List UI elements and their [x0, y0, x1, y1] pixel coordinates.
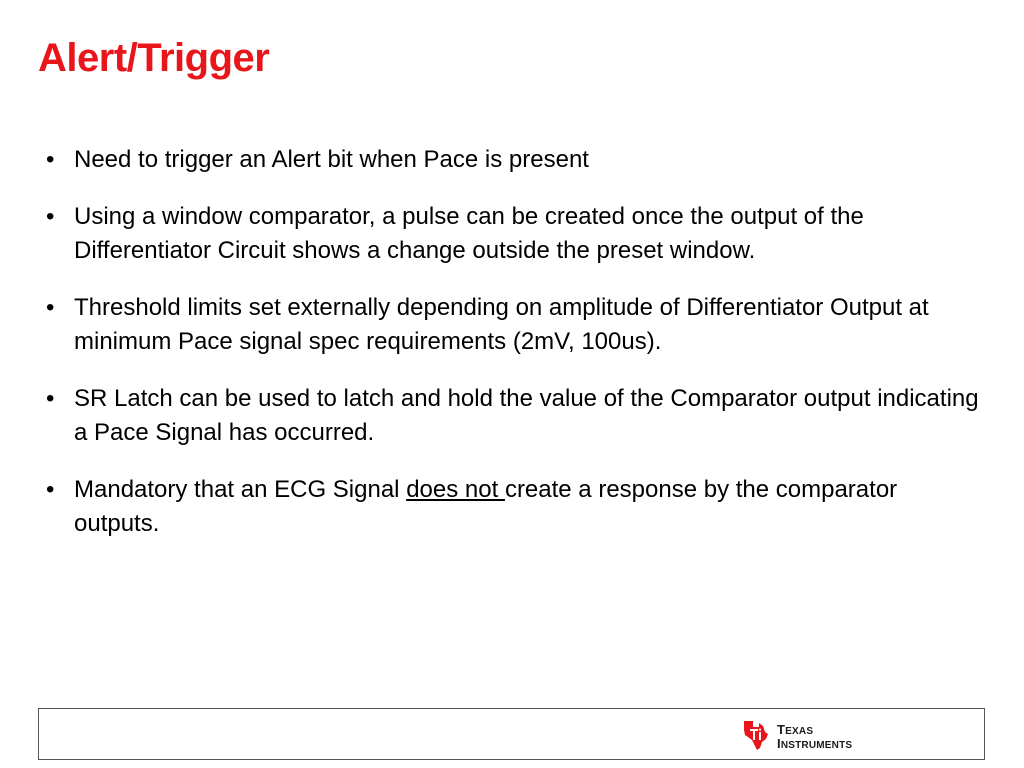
underlined-emphasis: does not — [406, 476, 505, 503]
bullet-dot-icon: • — [46, 203, 55, 230]
bullet-item — [46, 200, 986, 268]
bullet-item — [46, 143, 986, 177]
bullet-text: Using a window comparator, a pulse can be created once the output of the Differentiator Circuit shows a change outside the preset window. — [74, 203, 864, 264]
texas-instruments-wordmark — [777, 724, 852, 752]
texas-instruments-logo — [741, 718, 871, 752]
bullet-item — [46, 473, 986, 541]
bullet-dot-icon: • — [46, 476, 55, 503]
bullet-text: Threshold limits set externally depending on amplitude of Differentiator Output at minimum Pace signal spec requirements (2mV, 100us). — [74, 294, 929, 355]
bullet-text-part: Mandatory that an ECG Signal — [74, 476, 407, 503]
texas-instruments-logo-icon — [741, 718, 771, 752]
bullet-dot-icon: • — [46, 146, 55, 173]
bullet-text — [74, 476, 897, 537]
slide-title: Alert/Trigger — [38, 36, 270, 80]
bullet-item — [46, 291, 986, 359]
logo-line-2: INSTRUMENTS — [777, 736, 853, 751]
bullet-item — [46, 382, 986, 450]
bullet-text: SR Latch can be used to latch and hold the value of the Comparator output indicating a Pace Signal has occurred. — [74, 385, 979, 446]
bullet-dot-icon: • — [46, 294, 55, 321]
bullet-list — [46, 143, 986, 564]
bullet-text-part: create a response by the comparator outputs. — [74, 476, 898, 537]
logo-line-1: TEXAS — [777, 722, 814, 737]
bullet-text: Need to trigger an Alert bit when Pace is present — [74, 146, 589, 173]
bullet-dot-icon: • — [46, 385, 55, 412]
